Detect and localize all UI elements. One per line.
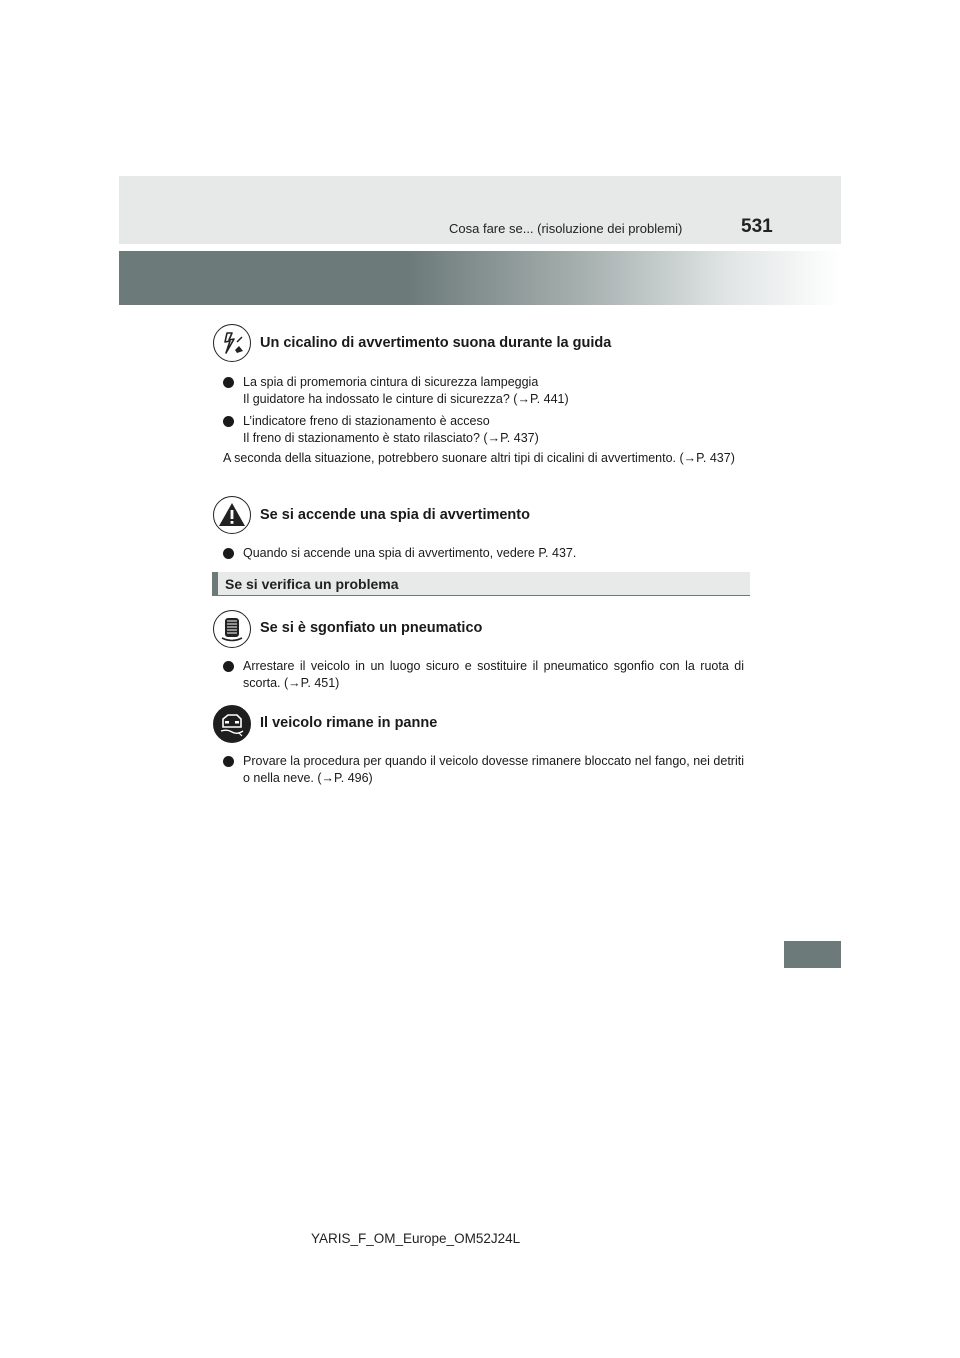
exclamation-triangle-icon: [213, 496, 251, 534]
beep-note: A seconda della situazione, potrebbero suonare altri tipi di cicalini di avvertimento. (→P. 437): [223, 451, 735, 465]
list-item: Quando si accende una spia di avvertimento, vedere P. 437.: [223, 545, 744, 562]
stuck-vehicle-icon: [213, 705, 251, 743]
list-item: L’indicatore freno di stazionamento è acceso Il freno di stazionamento è stato rilasciato? (→P. 437): [223, 413, 744, 447]
section-gradient-bar: [119, 251, 841, 305]
page-number: 531: [741, 216, 773, 237]
list-item: Arrestare il veicolo in un luogo sicuro e sostituire il pneumatico sgonfio con la ruota di scorta. (→P. 451): [223, 658, 744, 692]
section-heading-problem: Se si verifica un problema: [212, 572, 750, 596]
chapter-tab: [784, 941, 841, 968]
section-title-warning-light: Se si accende una spia di avvertimento: [260, 507, 530, 523]
document-code: YARIS_F_OM_Europe_OM52J24L: [311, 1231, 521, 1246]
flat-tire-icon: [213, 610, 251, 648]
list-item: La spia di promemoria cintura di sicurezza lampeggia Il guidatore ha indossato le cinture di sicurezza? (→P. 441): [223, 374, 744, 408]
list-item: Provare la procedura per quando il veicolo dovesse rimanere bloccato nel fango, nei detriti o nella neve. (→P. 496): [223, 753, 744, 787]
section-title-beep: Un cicalino di avvertimento suona durante la guida: [260, 335, 612, 351]
section-title-stuck: Il veicolo rimane in panne: [260, 715, 438, 731]
warning-buzzer-icon: [213, 324, 251, 362]
section-title-flat-tire: Se si è sgonfiato un pneumatico: [260, 620, 483, 636]
chapter-title: Cosa fare se... (risoluzione dei problemi): [449, 221, 683, 236]
